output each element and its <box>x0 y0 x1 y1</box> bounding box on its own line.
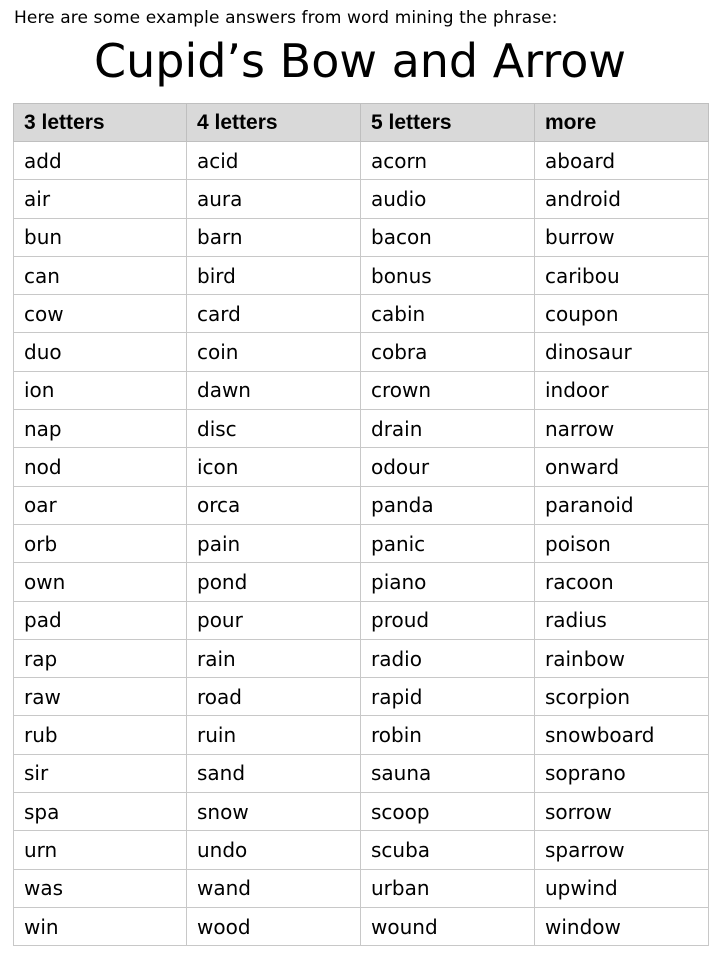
word-cell: pad <box>14 601 187 639</box>
word-cell: raw <box>14 678 187 716</box>
word-cell: add <box>14 142 187 180</box>
table-row <box>14 907 709 945</box>
word-cell: android <box>535 180 709 218</box>
table-row <box>14 180 709 218</box>
word-cell: sir <box>14 754 187 792</box>
word-cell: sorrow <box>535 793 709 831</box>
table-row <box>14 142 709 180</box>
word-cell: window <box>535 907 709 945</box>
word-cell: scorpion <box>535 678 709 716</box>
word-cell: sparrow <box>535 831 709 869</box>
word-cell: aboard <box>535 142 709 180</box>
table-row <box>14 563 709 601</box>
word-cell: road <box>187 678 361 716</box>
word-cell: acid <box>187 142 361 180</box>
column-header: 3 letters <box>14 104 187 142</box>
word-cell: indoor <box>535 371 709 409</box>
word-cell: cabin <box>361 295 535 333</box>
word-cell: panic <box>361 524 535 562</box>
word-cell: win <box>14 907 187 945</box>
table-row <box>14 371 709 409</box>
word-cell: proud <box>361 601 535 639</box>
word-cell: urn <box>14 831 187 869</box>
word-cell: was <box>14 869 187 907</box>
word-cell: bonus <box>361 256 535 294</box>
table-row <box>14 410 709 448</box>
word-cell: sauna <box>361 754 535 792</box>
table-row <box>14 295 709 333</box>
word-cell: coin <box>187 333 361 371</box>
word-cell: radio <box>361 639 535 677</box>
word-cell: racoon <box>535 563 709 601</box>
word-cell: orb <box>14 524 187 562</box>
word-cell: crown <box>361 371 535 409</box>
word-cell: wand <box>187 869 361 907</box>
word-cell: narrow <box>535 410 709 448</box>
word-cell: snowboard <box>535 716 709 754</box>
word-cell: orca <box>187 486 361 524</box>
table-row <box>14 486 709 524</box>
word-cell: can <box>14 256 187 294</box>
word-cell: rap <box>14 639 187 677</box>
word-cell: own <box>14 563 187 601</box>
table-row <box>14 218 709 256</box>
word-cell: nap <box>14 410 187 448</box>
word-cell: snow <box>187 793 361 831</box>
word-cell: dinosaur <box>535 333 709 371</box>
word-cell: radius <box>535 601 709 639</box>
table-row <box>14 869 709 907</box>
word-cell: rub <box>14 716 187 754</box>
word-cell: odour <box>361 448 535 486</box>
word-cell: aura <box>187 180 361 218</box>
table-row <box>14 601 709 639</box>
word-cell: air <box>14 180 187 218</box>
word-cell: drain <box>361 410 535 448</box>
word-cell: rain <box>187 639 361 677</box>
word-cell: paranoid <box>535 486 709 524</box>
column-header: 5 letters <box>361 104 535 142</box>
word-cell: nod <box>14 448 187 486</box>
word-cell: ruin <box>187 716 361 754</box>
word-cell: cobra <box>361 333 535 371</box>
word-cell: robin <box>361 716 535 754</box>
table-row <box>14 754 709 792</box>
word-cell: pain <box>187 524 361 562</box>
word-cell: acorn <box>361 142 535 180</box>
word-cell: soprano <box>535 754 709 792</box>
word-cell: rapid <box>361 678 535 716</box>
word-cell: pond <box>187 563 361 601</box>
word-cell: urban <box>361 869 535 907</box>
word-cell: bird <box>187 256 361 294</box>
table-row <box>14 716 709 754</box>
page-title: Cupid’s Bow and Arrow <box>93 34 626 88</box>
table-row <box>14 256 709 294</box>
word-cell: coupon <box>535 295 709 333</box>
word-cell: piano <box>361 563 535 601</box>
table-row <box>14 448 709 486</box>
word-cell: disc <box>187 410 361 448</box>
word-cell: oar <box>14 486 187 524</box>
word-cell: wound <box>361 907 535 945</box>
word-table <box>13 103 709 946</box>
word-cell: spa <box>14 793 187 831</box>
word-cell: bun <box>14 218 187 256</box>
word-cell: sand <box>187 754 361 792</box>
table-row <box>14 793 709 831</box>
table-row <box>14 333 709 371</box>
word-cell: audio <box>361 180 535 218</box>
word-cell: barn <box>187 218 361 256</box>
column-header: 4 letters <box>187 104 361 142</box>
word-cell: scoop <box>361 793 535 831</box>
word-cell: onward <box>535 448 709 486</box>
table-row <box>14 639 709 677</box>
word-cell: pour <box>187 601 361 639</box>
word-cell: cow <box>14 295 187 333</box>
column-header: more <box>535 104 709 142</box>
word-cell: ion <box>14 371 187 409</box>
word-cell: scuba <box>361 831 535 869</box>
word-cell: rainbow <box>535 639 709 677</box>
header-row <box>14 104 709 142</box>
table-row <box>14 524 709 562</box>
word-cell: undo <box>187 831 361 869</box>
word-cell: panda <box>361 486 535 524</box>
word-cell: icon <box>187 448 361 486</box>
intro-text: Here are some example answers from word mining the phrase: <box>14 8 558 28</box>
word-cell: burrow <box>535 218 709 256</box>
word-cell: dawn <box>187 371 361 409</box>
word-cell: bacon <box>361 218 535 256</box>
word-cell: upwind <box>535 869 709 907</box>
word-cell: duo <box>14 333 187 371</box>
table-row <box>14 831 709 869</box>
word-cell: card <box>187 295 361 333</box>
word-cell: caribou <box>535 256 709 294</box>
word-table-body <box>14 142 709 946</box>
word-cell: wood <box>187 907 361 945</box>
table-row <box>14 678 709 716</box>
word-cell: poison <box>535 524 709 562</box>
